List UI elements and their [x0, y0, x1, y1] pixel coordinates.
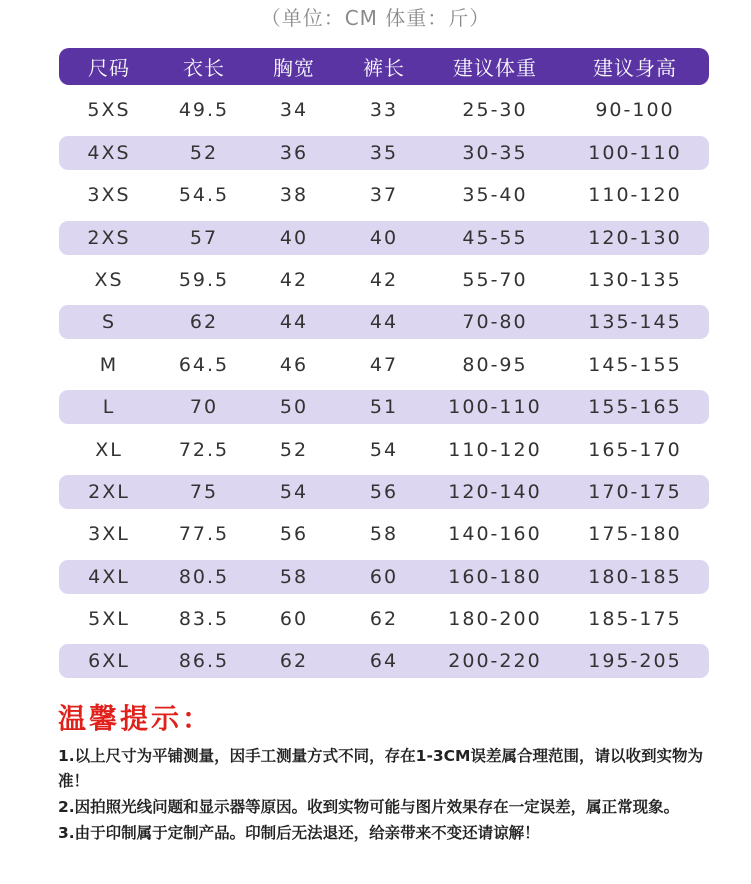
table-cell: 58	[369, 523, 399, 546]
unit-note: （单位：CM 体重：斤）	[260, 6, 491, 30]
tips-title: 温馨提示：	[58, 702, 214, 735]
header-pants-length: 裤长	[363, 56, 405, 80]
table-cell: 62	[369, 608, 399, 631]
table-row	[59, 136, 709, 170]
table-cell: 49.5	[178, 99, 230, 122]
table-cell: 180-185	[588, 565, 682, 588]
table-cell: 4XL	[88, 565, 130, 588]
table-cell: 120-130	[588, 226, 682, 249]
table-cell: 34	[279, 99, 309, 122]
table-cell: 57	[189, 226, 219, 249]
table-cell: 165-170	[588, 438, 682, 461]
table-row	[59, 221, 709, 255]
note-3: 3.由于印制属于定制产品。印制后无法退还，给亲带来不变还请谅解！	[58, 824, 540, 842]
table-cell: 55-70	[462, 268, 528, 291]
table-cell: 60	[369, 565, 399, 588]
table-cell: S	[101, 311, 117, 334]
table-cell: 70	[189, 396, 219, 419]
table-cell: 155-165	[588, 396, 682, 419]
table-row	[59, 602, 709, 636]
table-cell: 110-120	[448, 438, 542, 461]
table-cell: 37	[369, 184, 399, 207]
table-cell: L	[102, 396, 116, 419]
table-cell: 80-95	[462, 353, 528, 376]
table-cell: 52	[279, 438, 309, 461]
table-cell: 54	[279, 480, 309, 503]
table-cell: 6XL	[88, 650, 130, 673]
table-row	[59, 390, 709, 424]
table-cell: 40	[369, 226, 399, 249]
table-cell: 42	[369, 268, 399, 291]
table-cell: 180-200	[448, 608, 542, 631]
table-cell: M	[99, 353, 119, 376]
table-cell: 44	[369, 311, 399, 334]
table-cell: 145-155	[588, 353, 682, 376]
table-cell: 51	[369, 396, 399, 419]
table-cell: 33	[369, 99, 399, 122]
table-cell: 54.5	[178, 184, 230, 207]
table-cell: XL	[95, 438, 123, 461]
table-row	[59, 644, 709, 678]
table-cell: 5XL	[88, 608, 130, 631]
table-cell: 60	[279, 608, 309, 631]
table-cell: 83.5	[178, 608, 230, 631]
table-cell: 120-140	[448, 480, 542, 503]
table-row	[59, 178, 709, 212]
table-cell: 5XS	[87, 99, 131, 122]
table-cell: 170-175	[588, 480, 682, 503]
table-row	[59, 517, 709, 551]
table-cell: 44	[279, 311, 309, 334]
table-row	[59, 560, 709, 594]
header-weight: 建议体重	[453, 56, 537, 80]
table-cell: 35	[369, 141, 399, 164]
table-cell: 56	[279, 523, 309, 546]
table-cell: 135-145	[588, 311, 682, 334]
table-cell: 3XL	[88, 523, 130, 546]
table-cell: 90-100	[595, 99, 675, 122]
table-cell: 2XL	[88, 480, 130, 503]
header-length: 衣长	[183, 56, 225, 80]
table-cell: 58	[279, 565, 309, 588]
table-cell: 47	[369, 353, 399, 376]
table-cell: 195-205	[588, 650, 682, 673]
table-cell: 35-40	[462, 184, 528, 207]
table-cell: 50	[279, 396, 309, 419]
table-cell: 36	[279, 141, 309, 164]
table-cell: 42	[279, 268, 309, 291]
table-cell: 4XS	[87, 141, 131, 164]
table-cell: 25-30	[462, 99, 528, 122]
table-cell: 100-110	[448, 396, 542, 419]
table-row	[59, 305, 709, 339]
table-cell: 175-180	[588, 523, 682, 546]
table-cell: 160-180	[448, 565, 542, 588]
table-cell: 75	[189, 480, 219, 503]
table-row	[59, 475, 709, 509]
table-cell: 130-135	[588, 268, 682, 291]
table-cell: 70-80	[462, 311, 528, 334]
header-height: 建议身高	[593, 56, 677, 80]
table-cell: 3XS	[87, 184, 131, 207]
table-cell: 62	[279, 650, 309, 673]
table-cell: 30-35	[462, 141, 528, 164]
table-cell: 2XS	[87, 226, 131, 249]
table-header	[59, 48, 709, 85]
table-body	[59, 93, 709, 678]
table-cell: 72.5	[178, 438, 230, 461]
table-cell: 40	[279, 226, 309, 249]
table-cell: 52	[189, 141, 219, 164]
table-cell: 77.5	[178, 523, 230, 546]
table-row	[59, 433, 709, 467]
table-cell: 185-175	[588, 608, 682, 631]
note-2: 2.因拍照光线问题和显示器等原因。收到实物可能与图片效果存在一定误差，属正常现象。	[58, 798, 680, 816]
tips-notes	[58, 744, 718, 847]
table-cell: 100-110	[588, 141, 682, 164]
table-cell: XS	[94, 268, 124, 291]
table-cell: 86.5	[178, 650, 230, 673]
header-chest: 胸宽	[273, 56, 315, 80]
table-cell: 46	[279, 353, 309, 376]
table-cell: 64	[369, 650, 399, 673]
table-cell: 45-55	[462, 226, 528, 249]
table-cell: 54	[369, 438, 399, 461]
table-cell: 59.5	[178, 268, 230, 291]
table-row	[59, 93, 709, 127]
table-cell: 62	[189, 311, 219, 334]
note-1: 1.以上尺寸为平铺测量，因手工测量方式不同，存在1-3CM误差属合理范围，请以收到实物为准！	[58, 747, 703, 790]
table-cell: 140-160	[448, 523, 542, 546]
table-cell: 110-120	[588, 184, 682, 207]
table-cell: 80.5	[178, 565, 230, 588]
size-table	[59, 48, 709, 678]
table-row	[59, 348, 709, 382]
table-cell: 64.5	[178, 353, 230, 376]
table-cell: 38	[279, 184, 309, 207]
header-size: 尺码	[88, 56, 130, 80]
table-cell: 200-220	[448, 650, 542, 673]
table-cell: 56	[369, 480, 399, 503]
table-row	[59, 263, 709, 297]
